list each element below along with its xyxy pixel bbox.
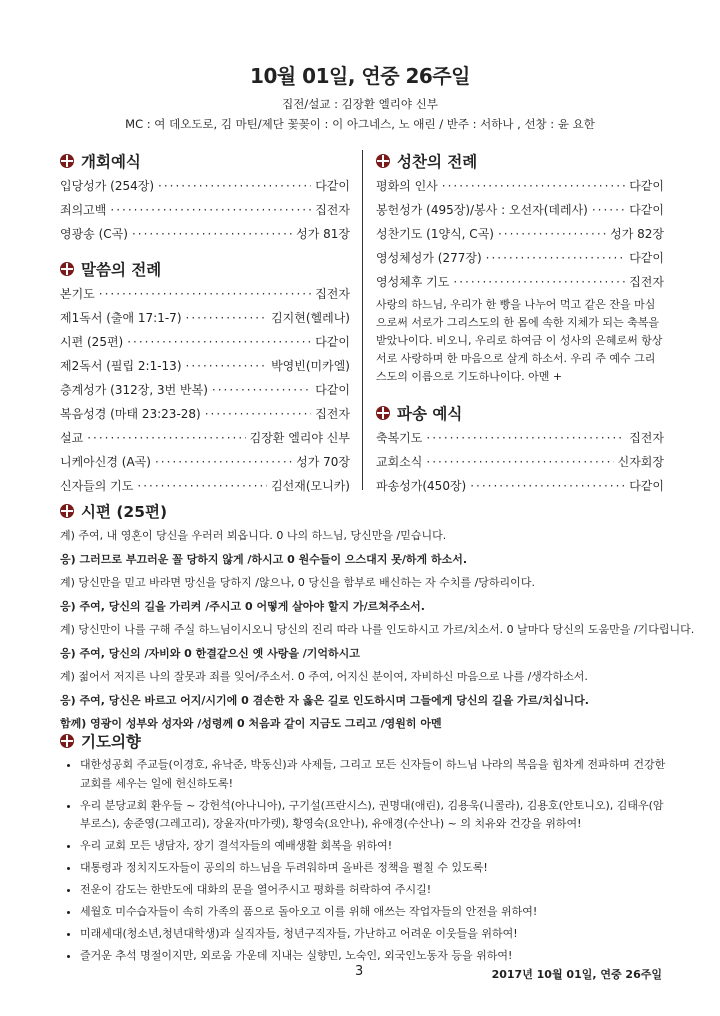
cross-icon <box>60 154 74 168</box>
row-value: 김선재(모니카) <box>271 479 350 493</box>
row-value: 김장환 엘리야 신부 <box>249 431 350 445</box>
order-row <box>60 174 350 198</box>
column-divider <box>362 150 363 490</box>
order-row <box>60 354 350 378</box>
dot-leader <box>137 474 267 498</box>
section-intentions <box>60 728 670 754</box>
section-dismissal <box>376 400 664 426</box>
row-value: 집전자 <box>315 287 350 301</box>
psalm-line: 응) 주여, 당신은 바르고 어지/시기에 0 겸손한 자 옳은 길로 인도하시며 그들에게 당신의 길을 가르/치십니다. <box>60 693 589 707</box>
intentions-section <box>60 728 670 969</box>
list-item: • 즐거운 추석 명절이지만, 외로움 가운데 지내는 실향민, 노숙인, 외국인노동자 등을 위하여! <box>80 947 670 966</box>
right-column <box>376 148 664 498</box>
list-item: • 우리 분당교회 환우들 ~ 강헌석(아나니아), 구기설(프란시스), 권명대(애린), 김용욱(니콜라), 김용호(안토니오), 김태우(암부로스), 송준영(그레고리), 장윤자(마가렛), 황영숙(요안나), 유애경(수산나) ~ 의 치유와 건강을 위하여! <box>80 797 670 834</box>
row-label: 제2독서 (필립 2:1-13) <box>60 359 182 373</box>
row-label: 교회소식 <box>376 455 423 469</box>
row-value: 성가 70장 <box>296 455 350 469</box>
row-value: 다같이 <box>629 203 664 217</box>
row-label: 축복기도 <box>376 431 423 445</box>
row-value: 김지현(헬레나) <box>271 311 350 325</box>
list-item: • 미래세대(청소년,청년대학생)과 실직자들, 청년구직자들, 가난하고 어려운 이웃들을 위하여! <box>80 925 670 944</box>
page-title: 10월 01일, 연중 26주일 <box>250 64 470 88</box>
row-value: 다같이 <box>315 383 350 397</box>
dot-leader <box>87 426 245 450</box>
officiant-line: 집전/설교 : 김장환 엘리야 신부 <box>282 97 438 111</box>
psalm-line: 함께) 영광이 성부와 성자와 /성령께 0 처음과 같이 지금도 그리고 /영원히 아멘 <box>60 717 442 730</box>
row-label: 파송성가(450장) <box>376 479 467 493</box>
footer-date: 2017년 10월 01일, 연중 26주일 <box>491 968 662 981</box>
ministers-line: MC : 여 데오도로, 김 마틴/제단 꽃꽂이 : 이 아그네스, 노 애린 / 반주 : 서하나 , 선창 : 윤 요한 <box>125 117 595 131</box>
row-value: 성가 81장 <box>296 227 350 241</box>
order-row <box>60 450 350 474</box>
row-label: 설교 <box>60 431 84 445</box>
row-value: 집전자 <box>629 275 664 289</box>
row-label: 복음성경 (마태 23:23-28) <box>60 407 201 421</box>
dot-leader <box>205 402 311 426</box>
row-label: 신자들의 기도 <box>60 479 134 493</box>
order-row <box>376 426 664 450</box>
row-label: 시편 (25편) <box>60 335 124 349</box>
dot-leader <box>486 246 626 270</box>
psalm-line: 응) 주여, 당신의 /자비와 0 한결같으신 옛 사랑을 /기억하시고 <box>60 646 360 660</box>
dot-leader <box>155 450 292 474</box>
psalm-line: 계) 주여, 내 영혼이 당신을 우러러 뵈옵니다. 0 나의 하느님, 당신만을 /믿습니다. <box>60 529 447 542</box>
dot-leader <box>158 174 311 198</box>
row-label: 죄의고백 <box>60 203 107 217</box>
section-title: 개회예식 <box>81 153 141 171</box>
section-opening-rites <box>60 148 350 174</box>
psalm-line: 계) 당신만을 믿고 바라면 망신을 당하지 /않으나, 0 당신을 함부로 배신하는 자 수치를 /당하리이다. <box>60 576 535 589</box>
section-title: 말씀의 전례 <box>81 261 162 279</box>
row-label: 봉헌성가 (495장)/봉사 : 오선자(데레사) <box>376 203 588 217</box>
page-number: 3 <box>355 964 364 979</box>
intentions-list <box>60 756 670 966</box>
dot-leader <box>127 330 311 354</box>
cross-icon <box>60 504 74 518</box>
order-row <box>376 174 664 198</box>
order-row <box>60 378 350 402</box>
row-label: 층계성가 (312장, 3번 반복) <box>60 383 208 397</box>
order-row <box>376 246 664 270</box>
dot-leader <box>186 306 268 330</box>
psalm-line: 응) 주여, 당신의 길을 가리켜 /주시고 0 어떻게 살아야 할지 가/르쳐주소서. <box>60 599 425 613</box>
cross-icon <box>376 154 390 168</box>
row-label: 성찬기도 (1양식, C곡) <box>376 227 494 241</box>
dot-leader <box>498 222 606 246</box>
cross-icon <box>60 262 74 276</box>
psalm-line: 계) 젊어서 저지른 나의 잘못과 죄를 잊어/주소서. 0 주여, 어지신 분이여, 자비하신 마음으로 나를 /생각하소서. <box>60 670 588 683</box>
section-psalm <box>60 498 670 524</box>
section-title: 성찬의 전례 <box>397 153 478 171</box>
row-value: 다같이 <box>315 179 350 193</box>
row-value: 집전자 <box>629 431 664 445</box>
order-row <box>60 198 350 222</box>
row-label: 입당성가 (254장) <box>60 179 155 193</box>
section-title: 시편 (25편) <box>81 503 168 521</box>
psalm-section <box>60 498 695 736</box>
row-value: 다같이 <box>629 251 664 265</box>
list-item: • 전운이 감도는 한반도에 대화의 문을 열어주시고 평화를 허락하여 주시길! <box>80 881 670 900</box>
row-label: 본기도 <box>60 287 95 301</box>
dot-leader <box>426 426 625 450</box>
post-communion-prayer: 사랑의 하느님, 우리가 한 빵을 나누어 먹고 같은 잔을 마심으로써 서로가 그리스도의 한 몸에 속한 지체가 되는 축복을 받았나이다. 비오니, 우리로 하여금 이 성사의 은혜로써 항상 서로 사랑하며 한 마음으로 살게 하소서. 우리 주 예수 그리스도의 이름으로 기도하나이다. 아멘 + <box>376 298 663 383</box>
dot-leader <box>442 174 625 198</box>
list-item: • 대통령과 정치지도자들이 공의의 하느님을 두려워하며 올바른 정책을 펼칠 수 있도록! <box>80 859 670 878</box>
row-label: 영광송 (C곡) <box>60 227 128 241</box>
order-row <box>60 402 350 426</box>
row-label: 영성체후 기도 <box>376 275 450 289</box>
order-row <box>376 198 664 222</box>
dot-leader <box>110 198 311 222</box>
order-row <box>60 306 350 330</box>
psalm-line: 응) 그러므로 부끄러운 꼴 당하지 않게 /하시고 0 원수들이 으스대지 못/하게 하소서. <box>60 552 468 566</box>
psalm-line: 계) 당신만이 나를 구해 주실 하느님이시오니 당신의 진리 따라 나를 인도하시고 가르/치소서. 0 날마다 당신의 도움만을 /기다립니다. <box>60 623 695 636</box>
row-value: 박영빈(미카엘) <box>271 359 350 373</box>
order-row <box>60 426 350 450</box>
left-column <box>60 148 350 498</box>
row-label: 니케아신경 (A곡) <box>60 455 151 469</box>
order-row <box>60 330 350 354</box>
dot-leader <box>453 270 625 294</box>
row-label: 평화의 인사 <box>376 179 438 193</box>
section-liturgy-of-word <box>60 256 350 282</box>
order-row <box>376 270 664 294</box>
order-row <box>60 222 350 246</box>
section-eucharist <box>376 148 664 174</box>
order-row <box>376 474 664 498</box>
row-value: 집전자 <box>315 203 350 217</box>
dot-leader <box>212 378 311 402</box>
dot-leader <box>186 354 268 378</box>
list-item: • 우리 교회 모든 냉담자, 장기 결석자들의 예배생활 회복을 위하여! <box>80 837 670 856</box>
row-value: 신자회장 <box>617 455 664 469</box>
order-row <box>60 474 350 498</box>
row-value: 집전자 <box>315 407 350 421</box>
order-row <box>376 450 664 474</box>
dot-leader <box>99 282 311 306</box>
order-row <box>60 282 350 306</box>
section-title: 파송 예식 <box>397 405 463 423</box>
list-item: • 세월호 미수습자들이 속히 가족의 품으로 돌아오고 이를 위해 애쓰는 작업자들의 안전을 위하여! <box>80 903 670 922</box>
dot-leader <box>592 198 625 222</box>
row-label: 영성체성가 (277장) <box>376 251 482 265</box>
dot-leader <box>470 474 625 498</box>
row-value: 다같이 <box>315 335 350 349</box>
section-title: 기도의향 <box>81 733 141 751</box>
dot-leader <box>132 222 292 246</box>
order-row <box>376 222 664 246</box>
dot-leader <box>426 450 613 474</box>
cross-icon <box>60 734 74 748</box>
list-item: • 대한성공회 주교들(이경호, 유낙준, 박동신)과 사제들, 그리고 모든 신자들이 하느님 나라의 복음을 힘차게 전파하며 건강한 교회를 세우는 일에 헌신하도록! <box>80 756 670 793</box>
row-value: 다같이 <box>629 179 664 193</box>
row-label: 제1독서 (출애 17:1-7) <box>60 311 182 325</box>
cross-icon <box>376 406 390 420</box>
row-value: 성가 82장 <box>610 227 664 241</box>
row-value: 다같이 <box>629 479 664 493</box>
